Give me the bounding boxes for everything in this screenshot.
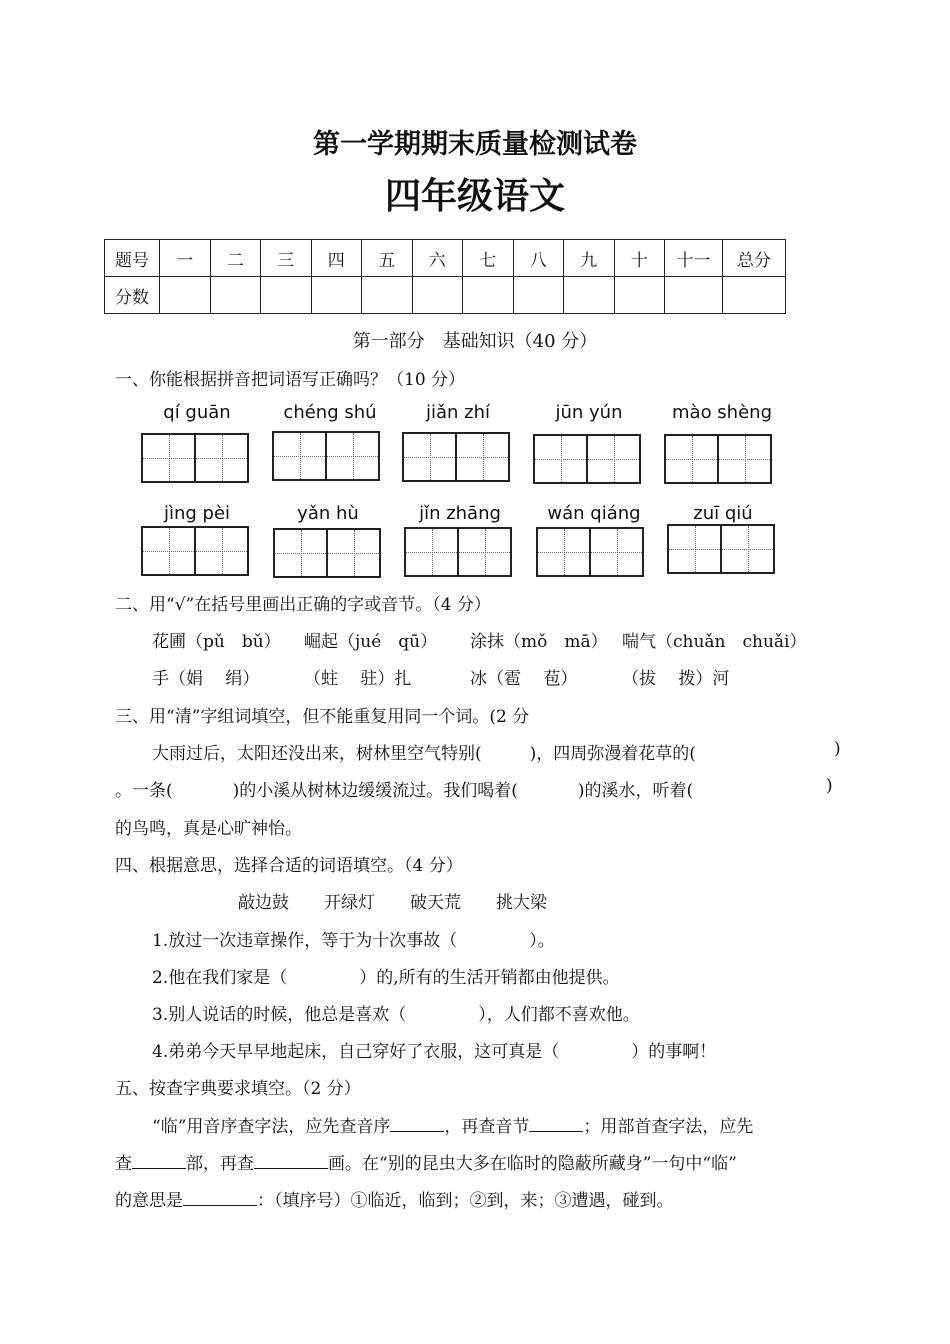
q4-text: ），人们都不喜欢他。 [478, 1005, 640, 1025]
score-header-cell: 二 [210, 240, 261, 277]
q4-text: 2.他在我们家是（ [152, 968, 288, 988]
answer-blank[interactable] [132, 1150, 186, 1169]
answer-blank[interactable] [529, 1113, 583, 1132]
q5-line [152, 1112, 753, 1137]
writing-grid[interactable] [272, 431, 380, 481]
exam-subtitle: 四年级语文 [384, 176, 565, 217]
q5-text: ：（填序号）①临近，临到；②到，来；③遭遇，碰到。 [257, 1191, 674, 1211]
writing-grid[interactable] [533, 434, 641, 484]
score-header-cell: 三 [261, 240, 312, 277]
q4-sentence [152, 1037, 716, 1062]
q5-text: 画。在“别的昆虫大多在临时的隐蔽所藏身”一句中“临” [328, 1154, 737, 1174]
score-header-cell: 四 [311, 240, 362, 277]
writing-grid[interactable] [536, 527, 644, 577]
score-cell [261, 277, 312, 314]
score-header-cell: 九 [564, 240, 615, 277]
q5-text: 的意思是 [115, 1191, 183, 1211]
score-cell [614, 277, 665, 314]
q3-text: ) [826, 776, 833, 796]
q2-item: 涂抹（mǒ mā） [470, 632, 608, 652]
score-cell [463, 277, 514, 314]
q4-option: 挑大梁 [496, 893, 547, 913]
q2-title: 二、用“√”在括号里画出正确的字或音节。（4 分） [115, 595, 491, 615]
writing-grid[interactable] [141, 526, 249, 576]
q4-sentence [152, 963, 620, 988]
score-header-cell: 十一 [665, 240, 723, 277]
q4-text: 1.放过一次违章操作，等于为十次事故（ [152, 931, 458, 951]
q3-text: 的鸟鸣，真是心旷神怡。 [115, 819, 302, 839]
q3-passage-line [115, 776, 693, 801]
score-cell [210, 277, 261, 314]
q3-text: )的溪水，听着( [577, 781, 694, 801]
q3-text: 。一条( [115, 781, 173, 801]
score-cell [311, 277, 362, 314]
q5-title: 五、按查字典要求填空。（2 分） [115, 1079, 361, 1099]
q5-text: “临”用音序查字法，应先查音序 [152, 1117, 391, 1137]
pinyin-label: yǎn hù [297, 503, 359, 524]
answer-blank[interactable] [390, 1113, 444, 1132]
q3-text: )的小溪从树林边缓缓流过。我们喝着( [232, 781, 518, 801]
writing-grid[interactable] [402, 432, 510, 482]
pinyin-label: jìng pèi [163, 503, 231, 524]
pinyin-label: qí guān [163, 402, 231, 423]
exam-title: 第一学期期末质量检测试卷 [313, 129, 637, 160]
writing-grid[interactable] [141, 433, 249, 483]
score-header-cell: 七 [463, 240, 514, 277]
score-cell [362, 277, 413, 314]
q4-text: ）。 [529, 931, 555, 951]
pinyin-label: wán qiáng [547, 503, 641, 524]
q4-sentence [152, 1000, 640, 1025]
writing-grid[interactable] [404, 527, 512, 577]
pinyin-label: jǐn zhāng [419, 503, 501, 524]
pinyin-label: mào shèng [672, 402, 772, 423]
q3-text: )，四周弥漫着花草的( [529, 744, 696, 764]
q2-item: 喘气（chuǎn chuǎi） [622, 632, 807, 652]
writing-grid[interactable] [667, 524, 775, 574]
score-table [104, 239, 786, 314]
q4-option: 开绿灯 [324, 893, 375, 913]
score-header-cell: 五 [362, 240, 413, 277]
q5-text: 部，再查 [186, 1154, 254, 1174]
q4-text: 4.弟弟今天早早地起床，自己穿好了衣服，这可真是（ [152, 1042, 560, 1062]
score-cell [665, 277, 723, 314]
q4-title: 四、根据意思，选择合适的词语填空。（4 分） [115, 856, 463, 876]
q5-text: ，再查音节 [444, 1117, 530, 1137]
q3-passage-line [152, 739, 696, 764]
q2-item: （蛀 驻）扎 [304, 669, 412, 689]
score-header-cell: 八 [513, 240, 564, 277]
writing-grid[interactable] [664, 434, 772, 484]
q2-item: （拔 拨）河 [622, 669, 730, 689]
q3-text: ) [834, 739, 841, 759]
q4-option: 敲边鼓 [238, 893, 289, 913]
q2-item: 手（娟 绢） [152, 669, 260, 689]
score-cell [160, 277, 211, 314]
score-cell [723, 277, 786, 314]
score-header-cell: 题号 [105, 240, 160, 277]
score-header-cell: 总分 [723, 240, 786, 277]
answer-blank[interactable] [183, 1187, 257, 1206]
score-table-header-row [105, 240, 786, 277]
score-cell [412, 277, 463, 314]
answer-blank[interactable] [254, 1150, 328, 1169]
q2-item: 崛起（jué qū） [304, 632, 438, 652]
pinyin-label: jiǎn zhí [425, 402, 491, 423]
q2-item: 花圃（pǔ bǔ） [152, 632, 281, 652]
writing-grid[interactable] [273, 528, 381, 578]
q3-title: 三、用“清”字组词填空，但不能重复用同一个词。(2 分 [115, 707, 530, 727]
part1-title: 第一部分 基础知识（40 分） [352, 331, 598, 352]
pinyin-label: zuī qiú [693, 503, 753, 524]
q5-line [115, 1186, 674, 1211]
q4-text: ）的事啊！ [631, 1042, 717, 1062]
q4-text: 3.别人说话的时候，他总是喜欢（ [152, 1005, 407, 1025]
score-header-cell: 十 [614, 240, 665, 277]
pinyin-label: chéng shú [283, 402, 377, 423]
q3-text: 大雨过后，太阳还没出来，树林里空气特别( [152, 744, 482, 764]
score-table-score-row [105, 277, 786, 314]
q4-option: 破天荒 [410, 893, 461, 913]
q5-line [115, 1149, 737, 1174]
q2-item: 冰（雹 苞） [470, 669, 578, 689]
q5-text: ；用部首查字法，应先 [583, 1117, 754, 1137]
q4-text: ）的,所有的生活开销都由他提供。 [359, 968, 620, 988]
pinyin-label: jūn yún [555, 402, 623, 423]
score-cell [564, 277, 615, 314]
score-header-cell: 一 [160, 240, 211, 277]
score-header-cell: 六 [412, 240, 463, 277]
score-cell [513, 277, 564, 314]
q5-text: 查 [115, 1154, 132, 1174]
q4-sentence [152, 926, 555, 951]
score-row-label: 分数 [105, 277, 160, 314]
q1-title: 一、你能根据拼音把词语写正确吗？（10 分） [115, 370, 466, 390]
